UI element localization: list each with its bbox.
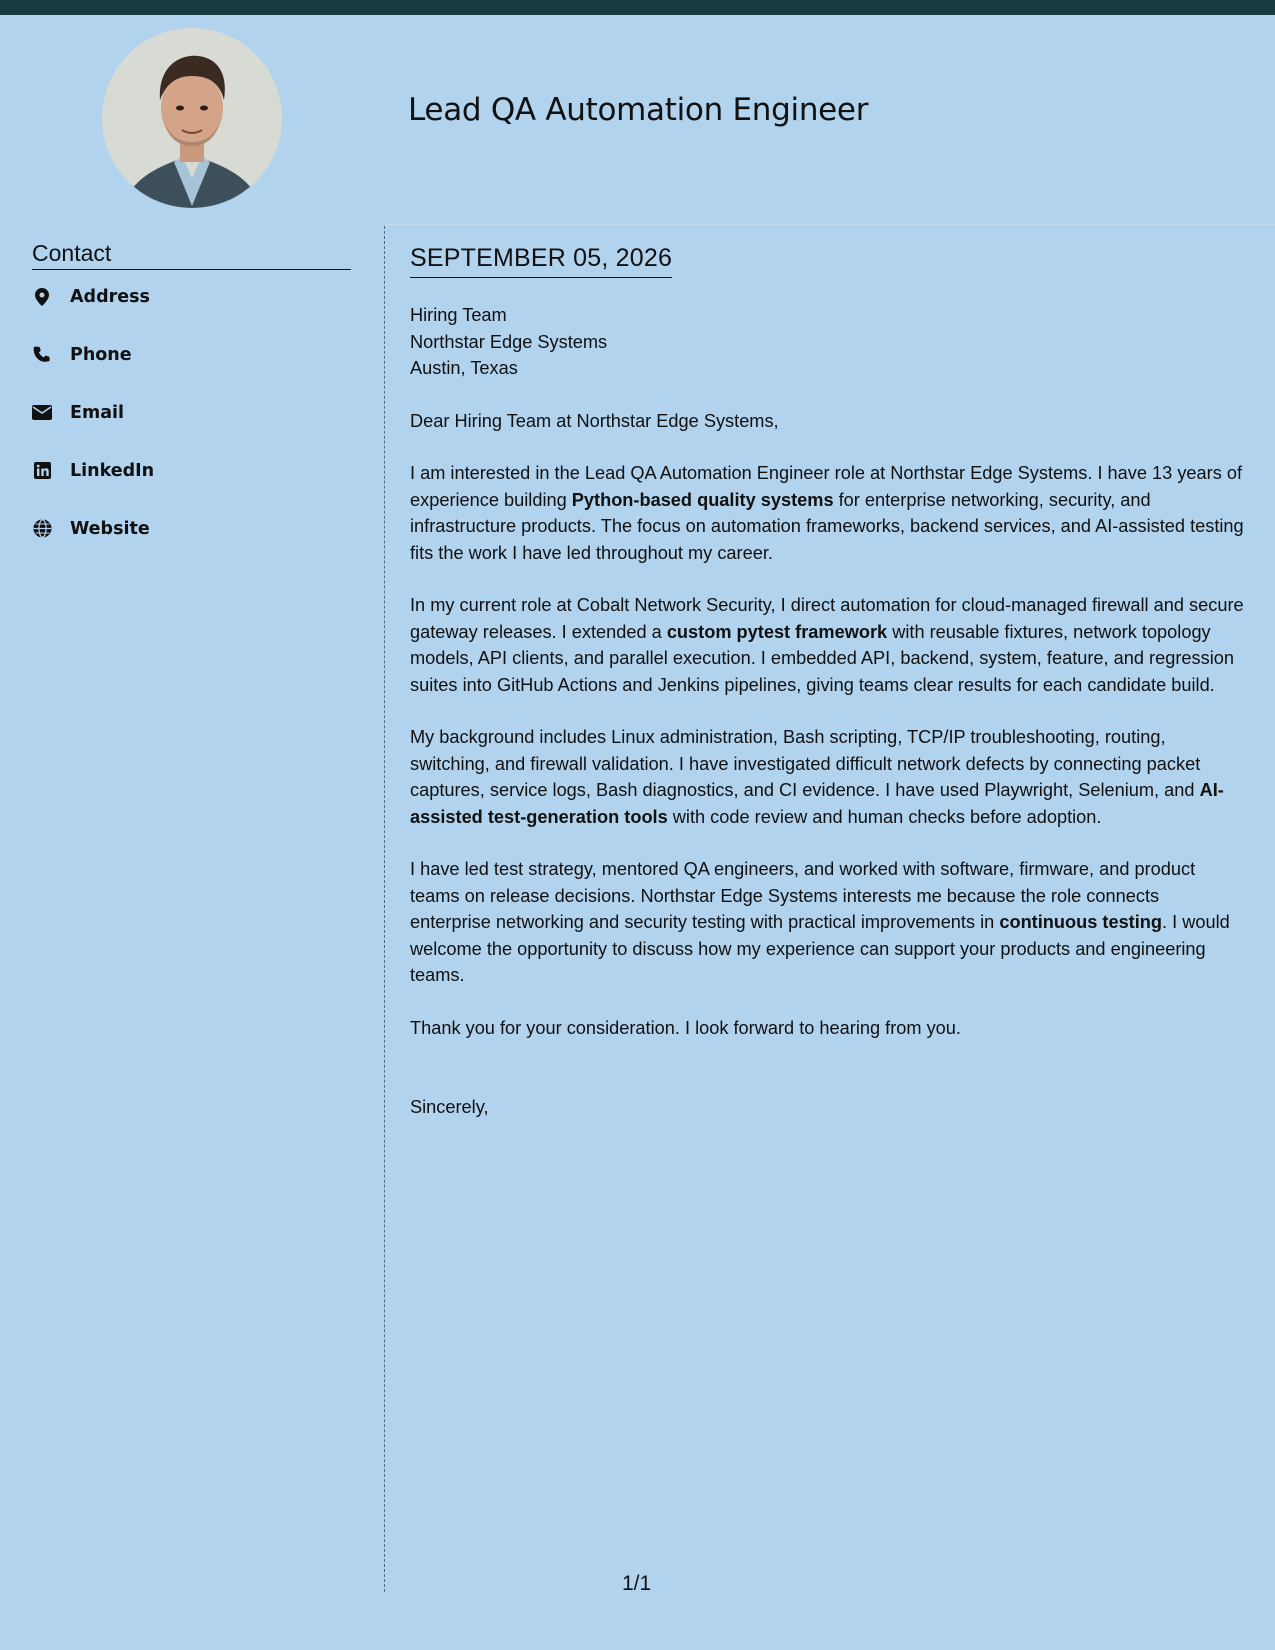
letter-body — [410, 302, 1245, 1121]
column-divider — [384, 226, 385, 1592]
body-paragraph — [410, 724, 1245, 830]
recipient-line: Northstar Edge Systems — [410, 331, 608, 352]
map-pin-icon — [32, 287, 52, 307]
emphasized-text: AI-assisted test-generation tools — [410, 780, 1224, 827]
letter-date: SEPTEMBER 05, 2026 — [410, 244, 672, 278]
contact-item-phone[interactable] — [32, 341, 154, 368]
recipient-line: Hiring Team — [410, 305, 507, 325]
body-paragraph — [410, 592, 1245, 698]
top-accent-bar — [0, 0, 1275, 15]
contact-label-linkedin: LinkedIn — [70, 460, 155, 481]
emphasized-text: custom pytest framework — [666, 621, 888, 642]
contact-item-linkedin[interactable] — [32, 457, 154, 484]
envelope-icon — [32, 403, 52, 423]
recipient-line: Austin, Texas — [410, 358, 518, 378]
page-number: 1/1 — [622, 1572, 652, 1595]
emphasized-text: continuous testing — [999, 912, 1163, 932]
recipient-block — [410, 302, 1245, 382]
paragraph-text: I have led test strategy, mentored QA engineers, and worked with software, firmware, and product teams on release decisions. Northstar Edge Systems interests me because the role connects enterprise networking and security testing with practical improvements in — [410, 859, 1196, 932]
contact-list — [32, 283, 154, 573]
salutation: Dear Hiring Team at Northstar Edge Systems, — [410, 410, 779, 431]
closing-line: Thank you for your consideration. I look forward to hearing from you. — [410, 1017, 961, 1038]
contact-item-address[interactable] — [32, 283, 154, 310]
phone-icon — [32, 345, 52, 365]
profile-photo — [102, 28, 282, 208]
linkedin-icon — [32, 461, 52, 481]
job-title: Lead QA Automation Engineer — [408, 92, 869, 128]
globe-icon — [32, 519, 52, 539]
paragraph-text: . I would welcome the opportunity to discuss how my experience can support your products and engineering teams. — [410, 912, 1230, 985]
contact-item-email[interactable] — [32, 399, 154, 426]
header-divider — [385, 224, 1275, 225]
contact-heading: Contact — [32, 240, 351, 270]
body-paragraph — [410, 460, 1245, 566]
paragraph-text: I am interested in the Lead QA Automation Engineer role at Northstar Edge Systems. I have 13 years of experience building — [410, 463, 1243, 510]
contact-item-website[interactable] — [32, 515, 154, 542]
paragraph-text: with reusable fixtures, network topology models, API clients, and parallel execution. I embedded API, backend, system, feature, and regression suites into GitHub Actions and Jenkins pipelines, giving teams clear results for each candidate build. — [410, 621, 1234, 695]
contact-label-email: Email — [70, 402, 124, 423]
paragraph-text: My background includes Linux administration, Bash scripting, TCP/IP troubleshooting, routing, switching, and firewall validation. I have investigated difficult network defects by connecting packet captures, service logs, Bash diagnostics, and CI evidence. I have used Playwright, Selenium, and — [410, 727, 1201, 800]
paragraph-text: In my current role at Cobalt Network Security, I direct automation for cloud-managed firewall and secure gateway releases. I extended a — [410, 595, 1244, 642]
emphasized-text: Python-based quality systems — [571, 489, 834, 510]
paragraph-text: with code review and human checks before adoption. — [667, 806, 1102, 827]
body-paragraph — [410, 856, 1245, 989]
contact-label-phone: Phone — [70, 344, 132, 365]
sign-off: Sincerely, — [410, 1097, 489, 1117]
contact-label-address: Address — [70, 286, 150, 307]
contact-label-website: Website — [70, 518, 150, 539]
paragraph-text: for enterprise networking, security, and infrastructure products. The focus on automation frameworks, backend services, and AI-assisted testing fits the work I have led throughout my career. — [410, 489, 1244, 563]
